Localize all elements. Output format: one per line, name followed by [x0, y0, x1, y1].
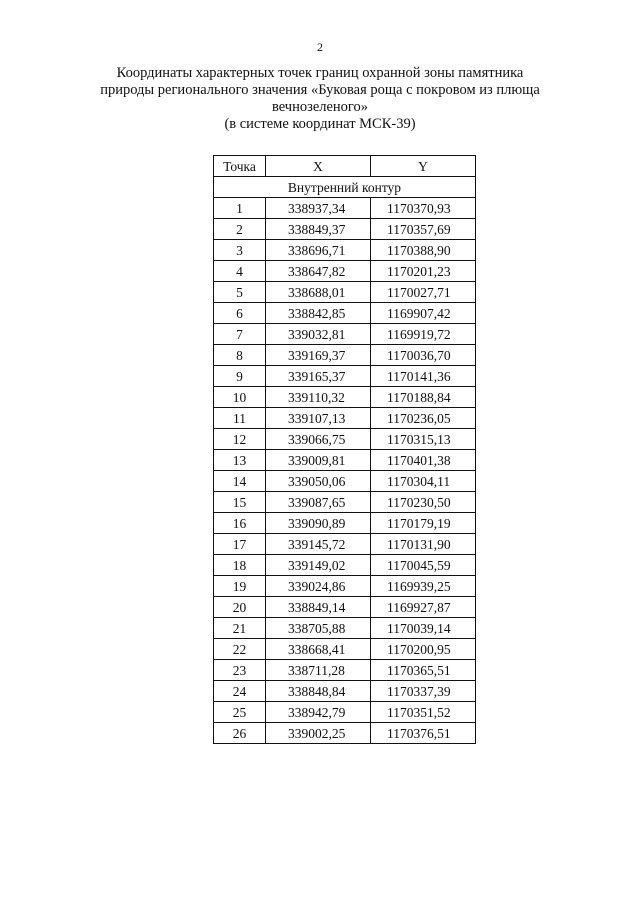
table-row — [214, 303, 476, 324]
cell-point: 25 — [214, 702, 266, 723]
cell-x: 338937,34 — [266, 198, 371, 219]
cell-x: 338842,85 — [266, 303, 371, 324]
table-row — [214, 618, 476, 639]
cell-point: 23 — [214, 660, 266, 681]
table-row — [214, 555, 476, 576]
header-x: X — [266, 156, 371, 177]
cell-y: 1170188,84 — [371, 387, 476, 408]
cell-x: 338688,01 — [266, 282, 371, 303]
title-line-2: природы регионального значения «Буковая роща с покровом из плюща — [100, 82, 540, 98]
cell-point: 2 — [214, 219, 266, 240]
cell-point: 21 — [214, 618, 266, 639]
cell-point: 4 — [214, 261, 266, 282]
cell-x: 338848,84 — [266, 681, 371, 702]
cell-x: 339009,81 — [266, 450, 371, 471]
cell-point: 13 — [214, 450, 266, 471]
cell-y: 1170045,59 — [371, 555, 476, 576]
table-header-row — [214, 156, 476, 177]
table-row — [214, 702, 476, 723]
table-row — [214, 345, 476, 366]
table-row — [214, 576, 476, 597]
table-row — [214, 240, 476, 261]
document-title — [100, 65, 540, 133]
cell-x: 339050,06 — [266, 471, 371, 492]
cell-x: 338711,28 — [266, 660, 371, 681]
table-row — [214, 366, 476, 387]
cell-y: 1170365,51 — [371, 660, 476, 681]
cell-y: 1170179,19 — [371, 513, 476, 534]
section-row — [214, 177, 476, 198]
title-line-3: вечнозеленого» — [271, 99, 369, 115]
cell-y: 1170351,52 — [371, 702, 476, 723]
table-row — [214, 639, 476, 660]
table-row — [214, 450, 476, 471]
cell-y: 1170131,90 — [371, 534, 476, 555]
cell-point: 20 — [214, 597, 266, 618]
table-row — [214, 660, 476, 681]
cell-x: 339145,72 — [266, 534, 371, 555]
cell-x: 339024,86 — [266, 576, 371, 597]
table-row — [214, 324, 476, 345]
cell-y: 1170376,51 — [371, 723, 476, 744]
cell-x: 339107,13 — [266, 408, 371, 429]
table-row — [214, 219, 476, 240]
cell-x: 338942,79 — [266, 702, 371, 723]
cell-x: 339149,02 — [266, 555, 371, 576]
cell-point: 12 — [214, 429, 266, 450]
cell-point: 16 — [214, 513, 266, 534]
header-point: Точка — [214, 156, 266, 177]
cell-point: 3 — [214, 240, 266, 261]
cell-point: 22 — [214, 639, 266, 660]
title-line-4: (в системе координат МСК-39) — [224, 116, 416, 132]
table-row — [214, 534, 476, 555]
cell-point: 19 — [214, 576, 266, 597]
cell-point: 17 — [214, 534, 266, 555]
cell-y: 1170039,14 — [371, 618, 476, 639]
cell-x: 339087,65 — [266, 492, 371, 513]
section-label: Внутренний контур — [214, 177, 476, 198]
cell-y: 1169927,87 — [371, 597, 476, 618]
table-row — [214, 198, 476, 219]
cell-x: 339002,25 — [266, 723, 371, 744]
table-row — [214, 597, 476, 618]
cell-point: 18 — [214, 555, 266, 576]
table-row — [214, 429, 476, 450]
header-y: Y — [371, 156, 476, 177]
cell-x: 338849,14 — [266, 597, 371, 618]
cell-x: 339110,32 — [266, 387, 371, 408]
cell-x: 339165,37 — [266, 366, 371, 387]
cell-y: 1170027,71 — [371, 282, 476, 303]
table-row — [214, 387, 476, 408]
table-row — [214, 408, 476, 429]
cell-y: 1170315,13 — [371, 429, 476, 450]
cell-x: 338696,71 — [266, 240, 371, 261]
cell-point: 24 — [214, 681, 266, 702]
cell-y: 1170230,50 — [371, 492, 476, 513]
cell-y: 1169939,25 — [371, 576, 476, 597]
cell-y: 1170401,38 — [371, 450, 476, 471]
cell-point: 26 — [214, 723, 266, 744]
cell-x: 339066,75 — [266, 429, 371, 450]
cell-y: 1170337,39 — [371, 681, 476, 702]
cell-y: 1170141,36 — [371, 366, 476, 387]
table-row — [214, 282, 476, 303]
cell-y: 1170036,70 — [371, 345, 476, 366]
title-line-1: Координаты характерных точек границ охранной зоны памятника — [116, 65, 524, 81]
cell-y: 1170236,05 — [371, 408, 476, 429]
table-row — [214, 723, 476, 744]
cell-x: 338849,37 — [266, 219, 371, 240]
cell-point: 15 — [214, 492, 266, 513]
cell-y: 1170388,90 — [371, 240, 476, 261]
cell-y: 1170201,23 — [371, 261, 476, 282]
table-row — [214, 681, 476, 702]
cell-point: 1 — [214, 198, 266, 219]
cell-x: 338647,82 — [266, 261, 371, 282]
cell-point: 5 — [214, 282, 266, 303]
cell-point: 9 — [214, 366, 266, 387]
table-row — [214, 513, 476, 534]
cell-x: 339090,89 — [266, 513, 371, 534]
cell-y: 1170200,95 — [371, 639, 476, 660]
cell-point: 14 — [214, 471, 266, 492]
cell-point: 6 — [214, 303, 266, 324]
cell-y: 1169919,72 — [371, 324, 476, 345]
cell-point: 10 — [214, 387, 266, 408]
cell-y: 1169907,42 — [371, 303, 476, 324]
table-row — [214, 261, 476, 282]
page-number: 2 — [317, 40, 323, 54]
cell-x: 338668,41 — [266, 639, 371, 660]
table-row — [214, 471, 476, 492]
cell-x: 339032,81 — [266, 324, 371, 345]
cell-y: 1170357,69 — [371, 219, 476, 240]
cell-y: 1170370,93 — [371, 198, 476, 219]
cell-point: 7 — [214, 324, 266, 345]
cell-y: 1170304,11 — [371, 471, 476, 492]
cell-point: 8 — [214, 345, 266, 366]
cell-x: 339169,37 — [266, 345, 371, 366]
cell-point: 11 — [214, 408, 266, 429]
cell-x: 338705,88 — [266, 618, 371, 639]
table-row — [214, 492, 476, 513]
table-body — [214, 177, 476, 744]
coordinates-table — [213, 155, 476, 744]
